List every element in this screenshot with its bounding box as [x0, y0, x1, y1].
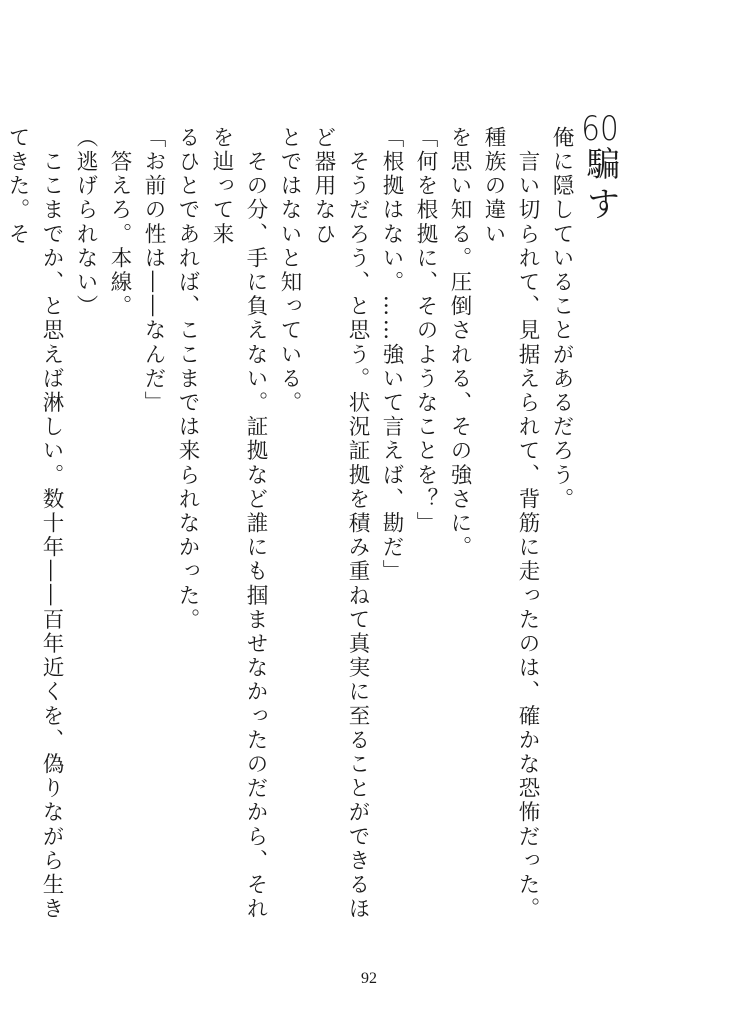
text-line: そうだろう、と思う。状況証拠を積み重ねて真実に至ることができるほど器用なひ [311, 126, 370, 922]
text-line: （逃げられない） [73, 126, 98, 319]
body-text [5, 126, 578, 926]
text-line: 答えろ。本線。 [107, 126, 132, 319]
text-line: とではないと知っている。 [277, 126, 302, 416]
text-line: 言い切られて、見据えられて、背筋に走ったのは、確かな恐怖だった。種族の違い [481, 126, 540, 922]
text-line: ここまでか、と思えば淋しい。数十年――百年近くを、偽りながら生きてきた。そ [5, 126, 64, 922]
text-line: るひとであれば、ここまでは来られなかった。 [175, 126, 200, 633]
text-line: を思い知る。圧倒される、その強さに。 [447, 126, 472, 560]
text-line: 「何を根拠に、そのようなことを？」 [413, 126, 438, 536]
chapter-title: 騙す [580, 146, 620, 226]
page-number: 92 [361, 970, 377, 987]
text-line: その分、手に負えない。証拠など誰にも掴ませなかったのだから、それを辿って来 [209, 126, 268, 922]
text-line: 俺に隠していることがあるだろう。 [549, 126, 574, 512]
text-line: 「根拠はない。……強いて言えば、勘だ」 [379, 126, 404, 584]
text-line: 「お前の性は――なんだ」 [141, 126, 166, 416]
chapter-number: 60 [581, 112, 619, 146]
